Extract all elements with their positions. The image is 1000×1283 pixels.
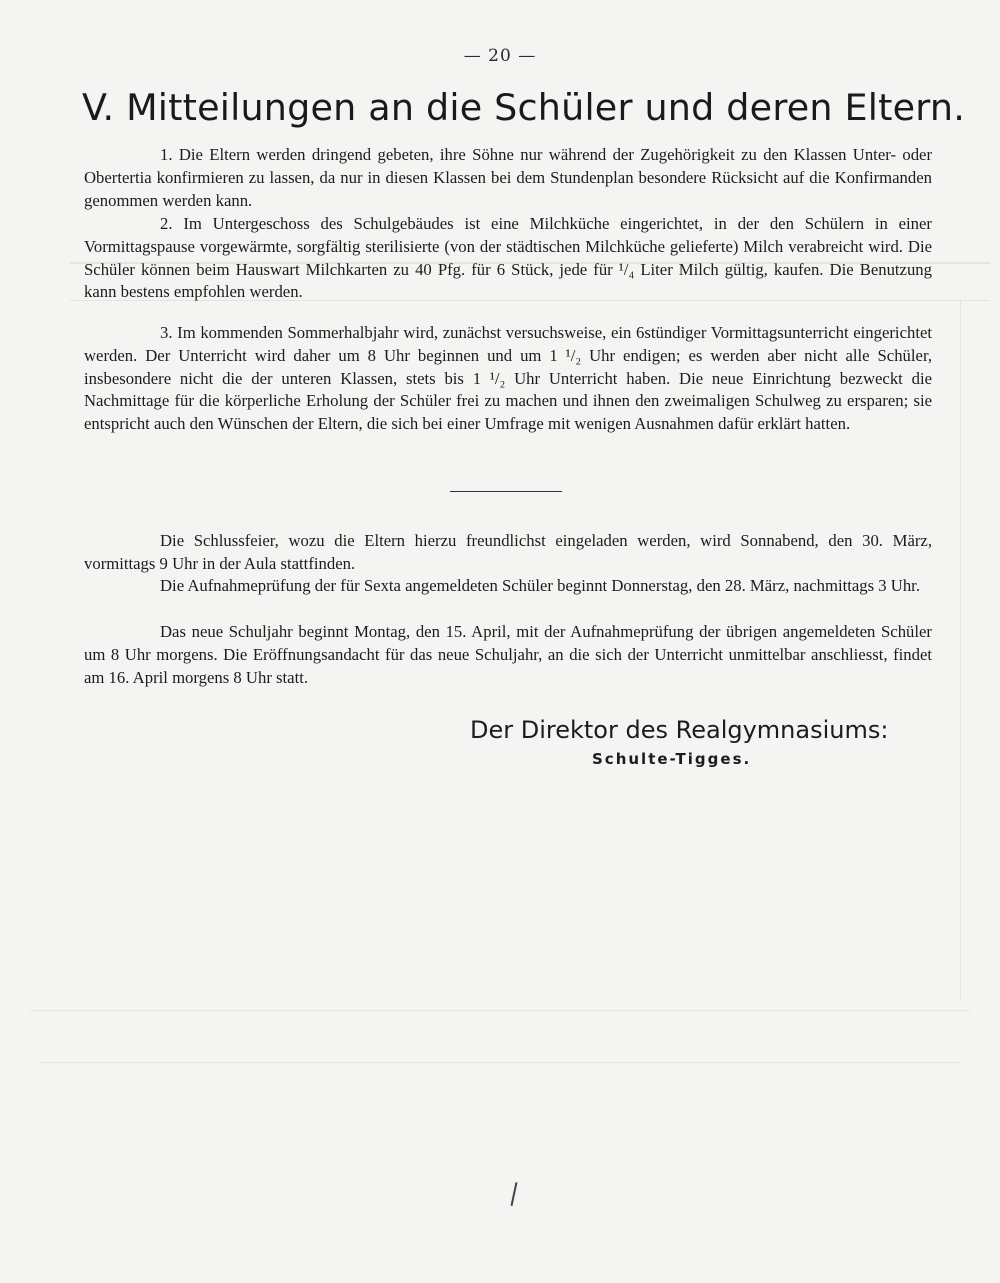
- section-heading: V. Mitteilungen an die Schüler und deren Eltern.: [82, 86, 965, 129]
- paragraph-new-school-year: Das neue Schuljahr beginnt Montag, den 15. April, mit der Aufnahmeprüfung der übrigen angemeldeten Schüler um 8 Uhr morgens. Die Eröffnungsandacht für das neue Schuljahr, an die sich der Unterricht unmittelbar anschliesst, findet am 16. April morgens 8 Uhr statt.: [84, 622, 932, 687]
- signature-name: Schulte-Tigges.: [592, 750, 752, 768]
- stray-ink-mark: [511, 1182, 517, 1206]
- bleed-through-table-rule: [40, 1062, 960, 1063]
- bleed-through-column-rule: [960, 300, 961, 1000]
- paragraph-closing-ceremony: Die Schlussfeier, wozu die Eltern hierzu freundlichst eingeladen werden, wird Sonnabend, den 30. März, vormittags 9 Uhr in der Aula stattfinden.: [84, 531, 932, 573]
- paragraph-entrance-exam: Die Aufnahmeprüfung der für Sexta angemeldeten Schüler beginnt Donnerstag, den 28. März, nachmittags 3 Uhr.: [160, 576, 920, 595]
- page-number: — 20 —: [463, 46, 537, 66]
- section-divider: [450, 491, 562, 492]
- signature-title: Der Direktor des Realgymnasiums:: [470, 716, 889, 744]
- paragraph-morning-lessons: 3. Im kommenden Sommerhalbjahr wird, zunächst versuchsweise, ein 6stündiger Vormittagsunterricht eingerichtet werden. Der Unterricht wird daher um 8 Uhr beginnen und um 1 ¹/₂ Uhr endigen; es werden aber nicht alle Schüler, insbesondere nicht die der unteren Klassen, stets bis 1 ¹/₂ Uhr Unterricht haben. Die neue Einrichtung bezweckt die Nachmittage für die körperliche Erholung der Schüler frei zu machen und ihnen den zweimaligen Schulweg zu ersparen; sie entspricht auch den Wünschen der Eltern, die sich bei einer Umfrage mit wenigen Ausnahmen dafür erklärt hatten.: [84, 323, 932, 434]
- bleed-through-table-rule: [30, 1010, 970, 1011]
- paragraph-milk-kitchen: 2. Im Untergeschoss des Schulgebäudes ist eine Milchküche eingerichtet, in der den Schülern in einer Vormittagspause vorgewärmte, sorgfältig sterilisierte (von der städtischen Milchküche gelieferte) Milch verabreicht wird. Die Schüler können beim Hauswart Milchkarten zu 40 Pfg. für 6 Stück, jede für ¹/₄ Liter Milch gültig, kaufen. Die Benutzung kann bestens empfohlen werden.: [84, 214, 932, 302]
- paragraph-confirmation: 1. Die Eltern werden dringend gebeten, ihre Söhne nur während der Zugehörigkeit zu den Klassen Unter- oder Obertertia konfirmieren zu lassen, da nur in diesen Klassen bei dem Stundenplan besondere Rücksicht auf die Konfirmanden genommen werden kann.: [84, 145, 932, 210]
